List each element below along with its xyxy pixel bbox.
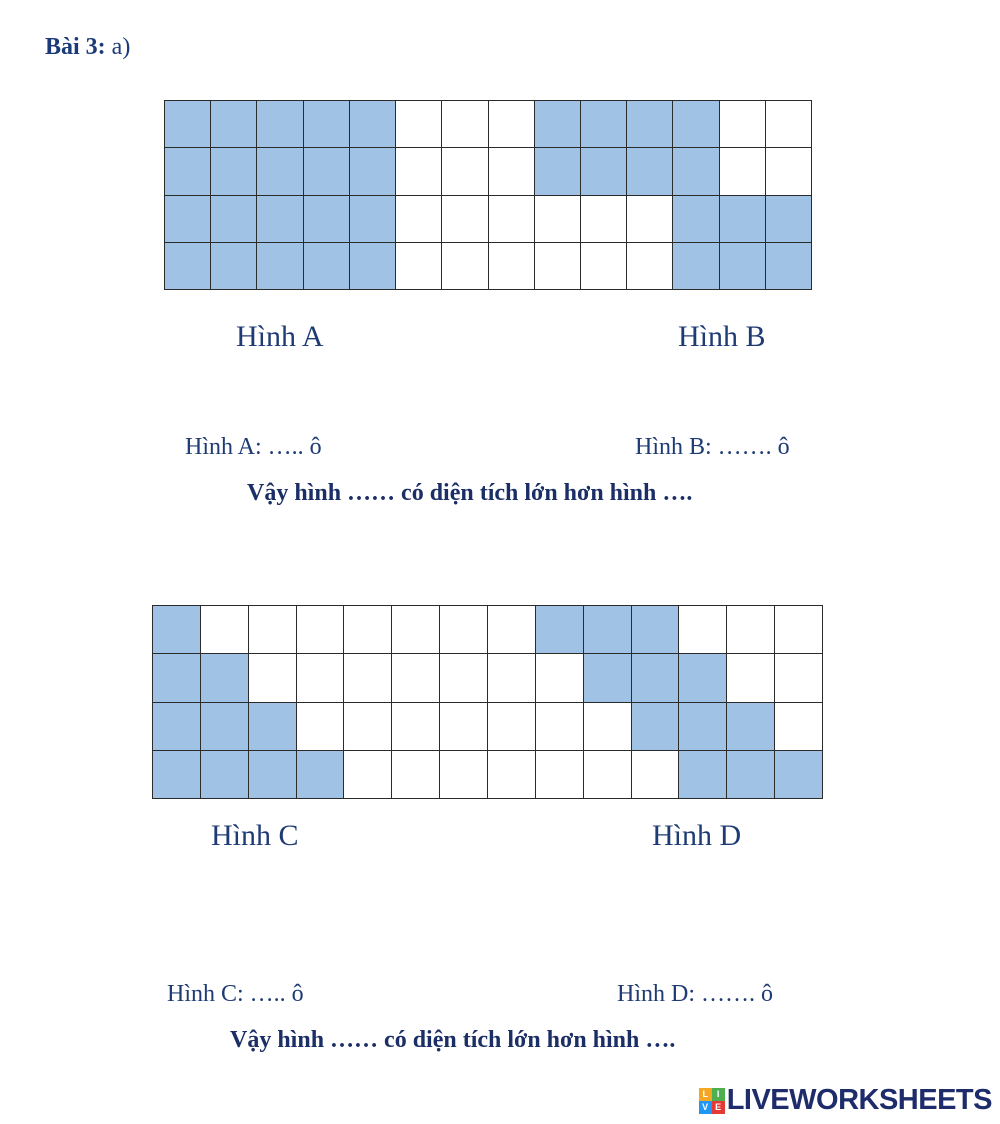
empty-cell <box>440 703 488 751</box>
grid-shapes-a-b <box>164 100 812 290</box>
logo-text: LIVEWORKSHEETS <box>726 1084 992 1116</box>
empty-cell <box>392 703 440 751</box>
empty-cell <box>440 606 488 654</box>
logo-letter-l: L <box>699 1088 712 1101</box>
empty-cell <box>396 243 442 290</box>
shaded-cell <box>766 196 812 243</box>
shaded-cell <box>679 751 727 799</box>
label-hinh-a: Hình A <box>236 320 324 353</box>
empty-cell <box>727 654 775 702</box>
conclusion-ab[interactable]: Vậy hình …… có diện tích lớn hơn hình …. <box>247 480 693 506</box>
shaded-cell <box>249 703 297 751</box>
shaded-cell <box>627 101 673 148</box>
empty-cell <box>489 148 535 195</box>
logo-letter-v: V <box>699 1101 712 1114</box>
shaded-cell <box>584 606 632 654</box>
empty-cell <box>392 606 440 654</box>
shaded-cell <box>536 606 584 654</box>
empty-cell <box>766 148 812 195</box>
empty-cell <box>489 243 535 290</box>
shaded-cell <box>535 148 581 195</box>
empty-cell <box>249 606 297 654</box>
empty-cell <box>775 703 823 751</box>
exercise-part: a) <box>111 34 131 60</box>
empty-cell <box>627 243 673 290</box>
shaded-cell <box>720 243 766 290</box>
shaded-cell <box>673 196 719 243</box>
liveworksheets-logo <box>699 1084 992 1117</box>
empty-cell <box>536 703 584 751</box>
shaded-cell <box>350 196 396 243</box>
shaded-cell <box>632 654 680 702</box>
shaded-cell <box>165 196 211 243</box>
empty-cell <box>536 751 584 799</box>
empty-cell <box>720 101 766 148</box>
shaded-cell <box>257 243 303 290</box>
empty-cell <box>440 751 488 799</box>
shaded-cell <box>673 101 719 148</box>
shaded-cell <box>535 101 581 148</box>
empty-cell <box>535 243 581 290</box>
empty-cell <box>581 243 627 290</box>
empty-cell <box>766 101 812 148</box>
empty-cell <box>249 654 297 702</box>
shaded-cell <box>201 703 249 751</box>
shaded-cell <box>211 243 257 290</box>
shaded-cell <box>679 654 727 702</box>
answer-hinh-b[interactable]: Hình B: ……. ô <box>635 434 790 460</box>
empty-cell <box>488 751 536 799</box>
shaded-cell <box>673 148 719 195</box>
shaded-cell <box>165 101 211 148</box>
shaded-cell <box>632 703 680 751</box>
empty-cell <box>727 606 775 654</box>
shaded-cell <box>673 243 719 290</box>
shaded-cell <box>627 148 673 195</box>
shaded-cell <box>165 148 211 195</box>
shaded-cell <box>766 243 812 290</box>
shaded-cell <box>727 703 775 751</box>
answer-hinh-a[interactable]: Hình A: ….. ô <box>185 434 322 460</box>
empty-cell <box>297 606 345 654</box>
empty-cell <box>581 196 627 243</box>
empty-cell <box>344 703 392 751</box>
exercise-title: Bài 3: <box>45 34 106 60</box>
empty-cell <box>201 606 249 654</box>
empty-cell <box>536 654 584 702</box>
shaded-cell <box>249 751 297 799</box>
empty-cell <box>396 101 442 148</box>
empty-cell <box>344 751 392 799</box>
shaded-cell <box>201 654 249 702</box>
empty-cell <box>720 148 766 195</box>
empty-cell <box>488 654 536 702</box>
shaded-cell <box>581 101 627 148</box>
shaded-cell <box>211 196 257 243</box>
shaded-cell <box>720 196 766 243</box>
empty-cell <box>440 654 488 702</box>
label-hinh-d: Hình D <box>652 819 742 852</box>
shaded-cell <box>153 654 201 702</box>
shaded-cell <box>775 751 823 799</box>
empty-cell <box>392 751 440 799</box>
empty-cell <box>632 751 680 799</box>
empty-cell <box>679 606 727 654</box>
exercise-heading <box>45 34 130 61</box>
grid-shapes-c-d <box>152 605 823 799</box>
label-hinh-c: Hình C <box>211 819 299 852</box>
shaded-cell <box>153 751 201 799</box>
empty-cell <box>442 148 488 195</box>
logo-letter-i: I <box>712 1088 725 1101</box>
empty-cell <box>392 654 440 702</box>
empty-cell <box>344 606 392 654</box>
empty-cell <box>442 196 488 243</box>
empty-cell <box>489 101 535 148</box>
empty-cell <box>488 703 536 751</box>
shaded-cell <box>584 654 632 702</box>
live-logo-icon <box>699 1088 725 1114</box>
empty-cell <box>584 751 632 799</box>
shaded-cell <box>257 148 303 195</box>
shaded-cell <box>350 101 396 148</box>
shaded-cell <box>581 148 627 195</box>
shaded-cell <box>165 243 211 290</box>
empty-cell <box>344 654 392 702</box>
empty-cell <box>488 606 536 654</box>
shaded-cell <box>257 196 303 243</box>
shaded-cell <box>350 243 396 290</box>
empty-cell <box>297 654 345 702</box>
shaded-cell <box>304 243 350 290</box>
shaded-cell <box>297 751 345 799</box>
shaded-cell <box>211 148 257 195</box>
shaded-cell <box>727 751 775 799</box>
shaded-cell <box>257 101 303 148</box>
label-hinh-b: Hình B <box>678 320 766 353</box>
empty-cell <box>297 703 345 751</box>
answer-hinh-d[interactable]: Hình D: ……. ô <box>617 981 773 1007</box>
shaded-cell <box>211 101 257 148</box>
shaded-cell <box>632 606 680 654</box>
empty-cell <box>442 101 488 148</box>
answer-hinh-c[interactable]: Hình C: ….. ô <box>167 981 304 1007</box>
conclusion-cd[interactable]: Vậy hình …… có diện tích lớn hơn hình …. <box>230 1027 676 1053</box>
empty-cell <box>627 196 673 243</box>
shaded-cell <box>304 196 350 243</box>
empty-cell <box>396 196 442 243</box>
empty-cell <box>775 654 823 702</box>
logo-letter-e: E <box>712 1101 725 1114</box>
empty-cell <box>489 196 535 243</box>
empty-cell <box>535 196 581 243</box>
empty-cell <box>584 703 632 751</box>
empty-cell <box>775 606 823 654</box>
empty-cell <box>396 148 442 195</box>
shaded-cell <box>153 703 201 751</box>
shaded-cell <box>304 148 350 195</box>
shaded-cell <box>201 751 249 799</box>
shaded-cell <box>679 703 727 751</box>
shaded-cell <box>153 606 201 654</box>
shaded-cell <box>350 148 396 195</box>
empty-cell <box>442 243 488 290</box>
shaded-cell <box>304 101 350 148</box>
